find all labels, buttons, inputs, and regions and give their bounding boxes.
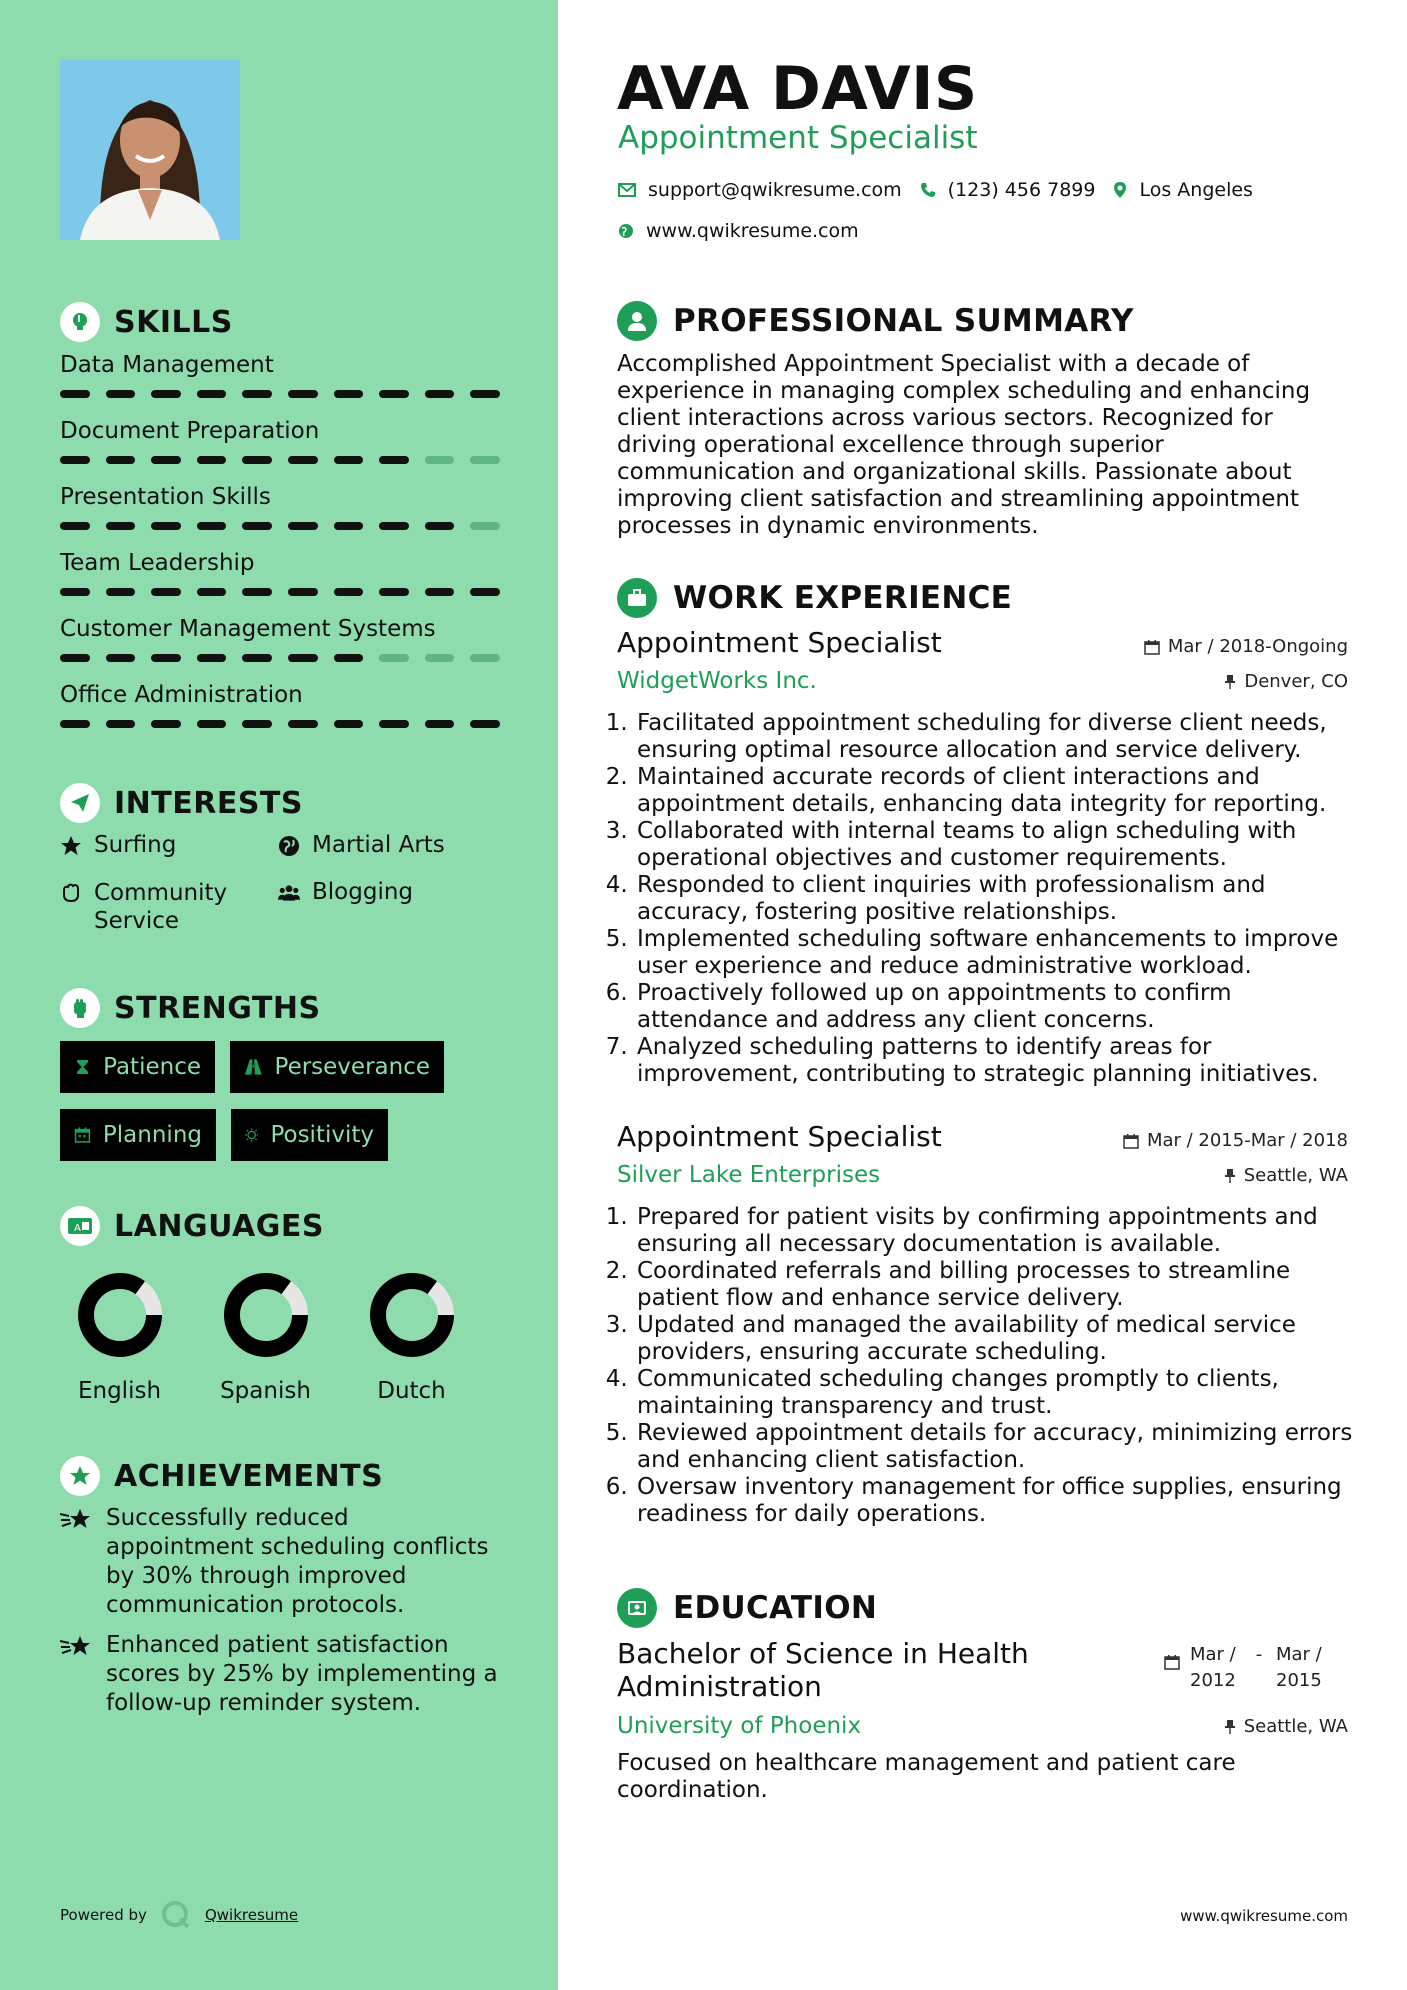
paper-plane-icon <box>60 783 100 823</box>
skill-dash-filled <box>425 522 455 530</box>
skill-dash-filled <box>151 456 181 464</box>
skill-dash-filled <box>288 522 318 530</box>
skill-dash-filled <box>151 588 181 596</box>
interest-item <box>60 879 260 935</box>
job-bullet: 7. Analyzed scheduling patterns to identify areas for improvement, contributing to strategic planning initiatives. <box>635 1034 1355 1088</box>
skill-dash-filled <box>470 390 500 398</box>
skill-meter <box>60 456 500 464</box>
strengths-heading-row <box>60 988 321 1028</box>
skill-dash-empty <box>470 456 500 464</box>
skill-dash-filled <box>242 654 272 662</box>
job-location-text: Seattle, WA <box>1243 1165 1348 1186</box>
skill-dash-filled <box>151 390 181 398</box>
skill-dash-empty <box>379 654 409 662</box>
date-separator: - <box>1255 1644 1263 1665</box>
language-donut <box>221 1270 311 1360</box>
skills-heading-row <box>60 302 233 342</box>
envelope-icon <box>618 183 636 197</box>
job-bullet: 3. Updated and managed the availability of medical service providers, ensuring accurate scheduling. <box>635 1312 1355 1366</box>
website-row <box>618 220 859 242</box>
job-company: Silver Lake Enterprises <box>617 1162 881 1188</box>
job-bullet: 4. Communicated scheduling changes promptly to clients, maintaining transparency and trust. <box>635 1366 1355 1420</box>
candidate-title: Appointment Specialist <box>618 120 978 156</box>
strength-label: Positivity <box>270 1122 374 1148</box>
graduation-icon <box>617 1588 657 1628</box>
language-item <box>359 1270 464 1404</box>
job-bullets <box>617 1204 1355 1528</box>
job-company: WidgetWorks Inc. <box>617 668 817 694</box>
skill-dash-empty <box>425 456 455 464</box>
skill-dash-filled <box>334 456 364 464</box>
skill-label: Data Management <box>60 352 274 378</box>
skill-meter <box>60 390 500 398</box>
skill-dash-filled <box>197 456 227 464</box>
experience-heading-row <box>617 578 1012 618</box>
skills-heading: SKILLS <box>114 304 233 340</box>
skill-dash-filled <box>106 456 136 464</box>
location: Los Angeles <box>1139 179 1253 201</box>
interest-label: Surfing <box>94 832 177 858</box>
skill-dash-filled <box>242 390 272 398</box>
skill-dash-filled <box>197 522 227 530</box>
skill-dash-filled <box>60 390 90 398</box>
skill-dash-empty <box>470 654 500 662</box>
website-link[interactable]: www.qwikresume.com <box>646 220 859 242</box>
education-description: Focused on healthcare management and patient care coordination. <box>617 1750 1236 1803</box>
job-bullet: 5. Reviewed appointment details for accuracy, minimizing errors and enhancing client satisfaction. <box>635 1420 1355 1474</box>
education-heading: EDUCATION <box>673 1590 878 1626</box>
svg-text:A: A <box>74 1223 81 1234</box>
experience-heading: WORK EXPERIENCE <box>673 580 1013 616</box>
calendar-icon <box>1123 1133 1139 1149</box>
achievement-item <box>60 1631 500 1718</box>
interest-label: Community Service <box>94 880 228 934</box>
skill-dash-filled <box>470 720 500 728</box>
qwikresume-logo-icon <box>161 1900 191 1930</box>
job-bullet: 1. Facilitated appointment scheduling for diverse client needs, ensuring optimal resource allocation and service delivery. <box>635 710 1355 764</box>
powered-by <box>60 1900 298 1930</box>
skill-dash-empty <box>425 654 455 662</box>
fist-icon <box>60 988 100 1028</box>
skill-dash-filled <box>197 390 227 398</box>
footer-url[interactable]: www.qwikresume.com <box>1180 1907 1348 1925</box>
skill-dash-filled <box>288 588 318 596</box>
contact-row <box>618 179 1253 201</box>
language-donut <box>367 1270 457 1360</box>
strength-tag <box>60 1109 216 1161</box>
strength-label: Patience <box>103 1054 201 1080</box>
skill-dash-filled <box>379 522 409 530</box>
skill-dash-filled <box>334 522 364 530</box>
skill-dash-filled <box>242 720 272 728</box>
calendar-icon <box>1144 639 1160 655</box>
strength-label: Perseverance <box>274 1054 430 1080</box>
strength-tag <box>230 1041 444 1093</box>
skill-dash-filled <box>470 588 500 596</box>
briefcase-icon <box>617 578 657 618</box>
skill-dash-filled <box>334 720 364 728</box>
job-title: Appointment Specialist <box>617 1120 942 1153</box>
skill-dash-filled <box>106 522 136 530</box>
education-location <box>1224 1716 1348 1737</box>
languages-heading: LANGUAGES <box>114 1208 324 1244</box>
skill-dash-filled <box>151 720 181 728</box>
skill-dash-filled <box>106 654 136 662</box>
users-icon <box>278 882 300 904</box>
interest-label: Blogging <box>312 879 414 905</box>
calendar-icon <box>74 1124 91 1146</box>
skill-dash-filled <box>379 456 409 464</box>
globe-icon <box>618 223 634 239</box>
pushpin-icon <box>1224 674 1236 690</box>
interests-heading: INTERESTS <box>114 785 303 821</box>
education-degree: Bachelor of Science in Health Administration <box>617 1637 1029 1703</box>
sun-icon <box>245 1124 258 1146</box>
skill-item <box>60 418 500 484</box>
strength-label: Planning <box>102 1122 202 1148</box>
job-bullet: 6. Oversaw inventory management for office supplies, ensuring readiness for daily operations. <box>635 1474 1355 1528</box>
job-bullet: 6. Proactively followed up on appointments to confirm attendance and address any client concerns. <box>635 980 1355 1034</box>
skill-dash-filled <box>60 522 90 530</box>
job-dates <box>1144 636 1348 657</box>
skill-item <box>60 616 500 682</box>
skill-dash-filled <box>197 654 227 662</box>
skill-dash-filled <box>60 588 90 596</box>
achievement-text: Enhanced patient satisfaction scores by 25% by implementing a follow-up reminder system. <box>106 1632 498 1716</box>
interest-item <box>278 879 518 905</box>
job-dates-text: Mar / 2018-Ongoing <box>1167 636 1348 657</box>
skill-label: Document Preparation <box>60 418 320 444</box>
summary-text: Accomplished Appointment Specialist with a decade of experience in managing complex scheduling and enhancing client interactions across various sectors. Recognized for driving operational excellence through superior communication and organizational skills. Passionate about improving client satisfaction and streamlining appointment processes in dynamic environments. <box>617 351 1311 539</box>
skill-dash-filled <box>151 522 181 530</box>
skill-dash-filled <box>288 654 318 662</box>
hourglass-icon <box>74 1056 91 1078</box>
skill-meter <box>60 720 500 728</box>
summary-heading-row <box>617 301 1134 341</box>
star-badge-icon <box>60 1456 100 1496</box>
globe-icon <box>278 835 300 857</box>
interest-item <box>278 832 518 858</box>
phone-icon <box>920 182 936 198</box>
skill-dash-filled <box>151 654 181 662</box>
skill-meter <box>60 588 500 596</box>
skill-dash-filled <box>106 720 136 728</box>
skill-dash-filled <box>288 390 318 398</box>
job-dates-text: Mar / 2015-Mar / 2018 <box>1146 1130 1348 1151</box>
powered-by-label: Powered by <box>60 1906 147 1924</box>
language-label: Spanish <box>220 1378 311 1404</box>
candidate-name: AVA DAVIS <box>617 54 978 124</box>
interest-item <box>60 832 260 858</box>
skill-dash-filled <box>425 588 455 596</box>
email-link[interactable]: support@qwikresume.com <box>648 179 902 201</box>
language-label: English <box>77 1378 162 1404</box>
skill-dash-filled <box>425 720 455 728</box>
hand-icon <box>60 882 82 904</box>
job-bullet: 4. Responded to client inquiries with professionalism and accuracy, fostering positive relationships. <box>635 872 1355 926</box>
education-heading-row <box>617 1588 877 1628</box>
job-bullet: 1. Prepared for patient visits by confirming appointments and ensuring all necessary documentation is available. <box>635 1204 1355 1258</box>
skill-label: Presentation Skills <box>60 484 271 510</box>
map-pin-icon <box>1113 181 1127 199</box>
skill-dash-filled <box>197 720 227 728</box>
language-icon <box>60 1206 100 1246</box>
skills-list <box>60 352 500 748</box>
lightbulb-icon <box>60 302 100 342</box>
language-label: Dutch <box>377 1378 446 1404</box>
achievements-heading: ACHIEVEMENTS <box>114 1458 384 1494</box>
education-dates <box>1164 1642 1328 1694</box>
skill-dash-filled <box>242 456 272 464</box>
job-title: Appointment Specialist <box>617 626 942 659</box>
pushpin-icon <box>1224 1168 1236 1184</box>
achievements-heading-row <box>60 1456 383 1496</box>
job-bullet: 2. Maintained accurate records of client interactions and appointment details, enhancing data integrity for reporting. <box>635 764 1355 818</box>
strengths-heading: STRENGTHS <box>114 990 321 1026</box>
interest-label: Martial Arts <box>312 832 445 858</box>
brand-link[interactable]: Qwikresume <box>204 1906 299 1924</box>
skill-label: Team Leadership <box>60 550 255 576</box>
strength-tag <box>60 1041 215 1093</box>
skill-dash-filled <box>379 588 409 596</box>
skill-dash-filled <box>425 390 455 398</box>
skill-item <box>60 352 500 418</box>
education-start: Mar / 2012 <box>1190 1644 1236 1691</box>
skill-dash-filled <box>334 588 364 596</box>
language-item <box>213 1270 318 1404</box>
shooting-star-icon <box>60 1506 94 1534</box>
skill-dash-filled <box>379 390 409 398</box>
profile-photo <box>60 60 240 240</box>
job-location <box>1224 1165 1348 1186</box>
skill-meter <box>60 522 500 530</box>
summary-heading: PROFESSIONAL SUMMARY <box>673 303 1134 339</box>
skill-dash-filled <box>334 654 364 662</box>
star-icon <box>60 835 82 857</box>
skill-dash-filled <box>242 522 272 530</box>
interests-heading-row <box>60 783 303 823</box>
user-icon <box>617 301 657 341</box>
skill-dash-filled <box>197 588 227 596</box>
shooting-star-icon <box>60 1633 94 1661</box>
skill-dash-empty <box>470 522 500 530</box>
education-location-text: Seattle, WA <box>1243 1716 1348 1737</box>
skill-dash-filled <box>106 588 136 596</box>
phone-number: (123) 456 7899 <box>947 179 1096 201</box>
job-bullet: 2. Coordinated referrals and billing processes to streamline patient flow and enhance service delivery. <box>635 1258 1355 1312</box>
skill-dash-filled <box>379 720 409 728</box>
calendar-icon <box>1164 1654 1180 1670</box>
job-dates <box>1123 1130 1348 1151</box>
language-item <box>67 1270 172 1404</box>
skill-dash-filled <box>334 390 364 398</box>
skill-dash-filled <box>288 456 318 464</box>
job-bullet: 3. Collaborated with internal teams to align scheduling with operational objectives and customer requirements. <box>635 818 1355 872</box>
languages-heading-row <box>60 1206 324 1246</box>
skill-item <box>60 484 500 550</box>
road-icon <box>244 1056 263 1078</box>
skill-dash-filled <box>242 588 272 596</box>
achievement-item <box>60 1504 500 1620</box>
achievement-text: Successfully reduced appointment scheduling conflicts by 30% through improved communication protocols. <box>106 1505 489 1618</box>
skill-meter <box>60 654 500 662</box>
job-location-text: Denver, CO <box>1244 671 1348 692</box>
skill-item <box>60 682 500 748</box>
skill-dash-filled <box>60 456 90 464</box>
job-bullets <box>617 710 1355 1088</box>
skill-dash-filled <box>106 390 136 398</box>
education-end: Mar / 2015 <box>1276 1644 1322 1691</box>
skill-item <box>60 550 500 616</box>
skill-label: Customer Management Systems <box>60 616 436 642</box>
skill-label: Office Administration <box>60 682 303 708</box>
strength-tag <box>231 1109 388 1161</box>
language-donut <box>75 1270 165 1360</box>
pushpin-icon <box>1224 1719 1236 1735</box>
skill-dash-filled <box>288 720 318 728</box>
job-bullet: 5. Implemented scheduling software enhancements to improve user experience and reduce administrative workload. <box>635 926 1355 980</box>
skill-dash-filled <box>60 720 90 728</box>
education-school: University of Phoenix <box>617 1713 862 1739</box>
skill-dash-filled <box>60 654 90 662</box>
job-location <box>1224 671 1348 692</box>
